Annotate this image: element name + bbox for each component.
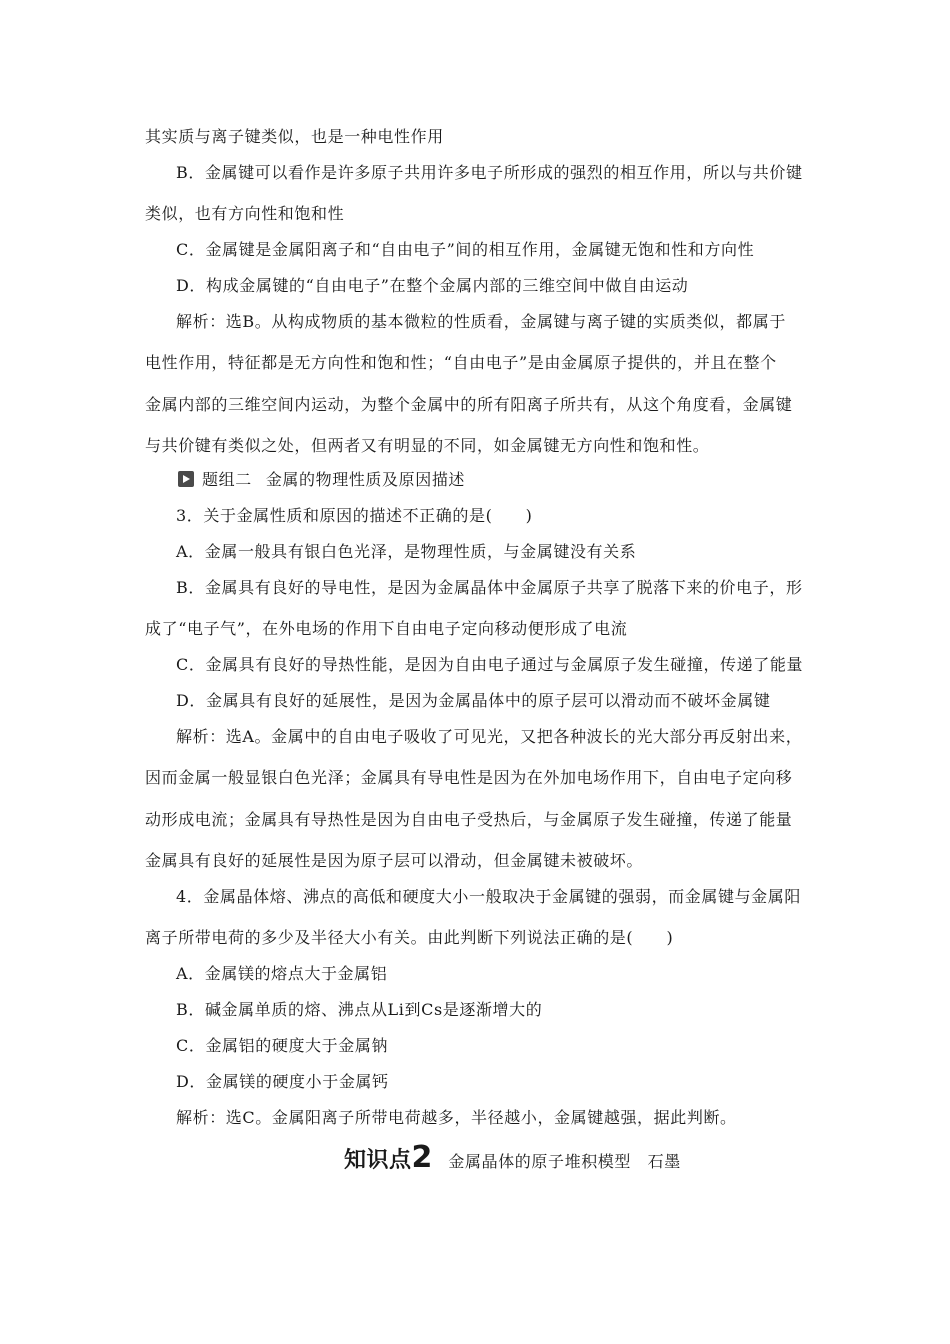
q3-stem: 3．关于金属性质和原因的描述不正确的是( ) bbox=[176, 506, 533, 525]
q4-analysis: 解析：选C。金属阳离子所带电荷越多，半径越小，金属键越强，据此判断。 bbox=[176, 1108, 737, 1127]
q3-option-b: B．金属具有良好的导电性，是因为金属晶体中金属原子共享了脱落下来的价电子，形 bbox=[176, 578, 803, 597]
section-header-group2 bbox=[178, 467, 465, 490]
q3-analysis-cont: 动形成电流；金属具有导热性是因为自由电子受热后，与金属原子发生碰撞，传递了能量 bbox=[145, 810, 793, 829]
q2-option-d: D．构成金属键的“自由电子”在整个金属内部的三维空间中做自由运动 bbox=[176, 276, 689, 295]
q2-option-b: B．金属键可以看作是许多原子共用许多电子所形成的强烈的相互作用，所以与共价键 bbox=[176, 163, 803, 182]
q2-text-line: 其实质与离子键类似，也是一种电性作用 bbox=[145, 127, 444, 146]
q3-analysis-cont: 金属具有良好的延展性是因为原子层可以滑动，但金属键未被破坏。 bbox=[145, 851, 644, 870]
knowledge-point-number: 2 bbox=[411, 1140, 433, 1175]
q2-option-c: C．金属键是金属阳离子和“自由电子”间的相互作用，金属键无饱和性和方向性 bbox=[176, 240, 755, 259]
q4-option-c: C．金属铝的硬度大于金属钠 bbox=[176, 1036, 389, 1055]
knowledge-point-heading bbox=[344, 1140, 681, 1175]
q3-option-d: D．金属具有良好的延展性，是因为金属晶体中的原子层可以滑动而不破坏金属键 bbox=[176, 691, 771, 710]
group-title: 金属的物理性质及原因描述 bbox=[265, 470, 466, 489]
play-icon bbox=[178, 471, 194, 487]
q4-option-b: B．碱金属单质的熔、沸点从Li到Cs是逐渐增大的 bbox=[176, 1000, 543, 1019]
group-label: 题组二 bbox=[202, 470, 252, 489]
q2-analysis: 解析：选B。从构成物质的基本微粒的性质看，金属键与离子键的实质类似，都属于 bbox=[176, 312, 786, 331]
q2-analysis-cont: 电性作用，特征都是无方向性和饱和性；“自由电子”是由金属原子提供的，并且在整个 bbox=[145, 353, 777, 372]
q4-option-a: A．金属镁的熔点大于金属铝 bbox=[176, 964, 388, 983]
q3-analysis: 解析：选A。金属中的自由电子吸收了可见光，又把各种波长的光大部分再反射出来， bbox=[176, 727, 803, 746]
q4-stem: 4．金属晶体熔、沸点的高低和硬度大小一般取决于金属键的强弱，而金属键与金属阳 bbox=[176, 887, 801, 906]
q2-analysis-cont: 与共价键有类似之处，但两者又有明显的不同，如金属键无方向性和饱和性。 bbox=[145, 436, 710, 455]
knowledge-point-title: 金属晶体的原子堆积模型 石墨 bbox=[448, 1152, 681, 1171]
q4-option-d: D．金属镁的硬度小于金属钙 bbox=[176, 1072, 389, 1091]
q4-stem-cont: 离子所带电荷的多少及半径大小有关。由此判断下列说法正确的是( ) bbox=[145, 928, 674, 947]
q3-option-b-cont: 成了“电子气”，在外电场的作用下自由电子定向移动便形成了电流 bbox=[145, 619, 628, 638]
knowledge-point-label: 知识点 bbox=[344, 1148, 412, 1173]
q3-option-a: A．金属一般具有银白色光泽，是物理性质，与金属键没有关系 bbox=[176, 542, 637, 561]
q2-option-b-cont: 类似，也有方向性和饱和性 bbox=[145, 204, 345, 223]
q3-option-c: C．金属具有良好的导热性能，是因为自由电子通过与金属原子发生碰撞，传递了能量 bbox=[176, 655, 804, 674]
q3-analysis-cont: 因而金属一般显银白色光泽；金属具有导电性是因为在外加电场作用下，自由电子定向移 bbox=[145, 768, 793, 787]
q2-analysis-cont: 金属内部的三维空间内运动，为整个金属中的所有阳离子所共有，从这个角度看，金属键 bbox=[145, 395, 793, 414]
